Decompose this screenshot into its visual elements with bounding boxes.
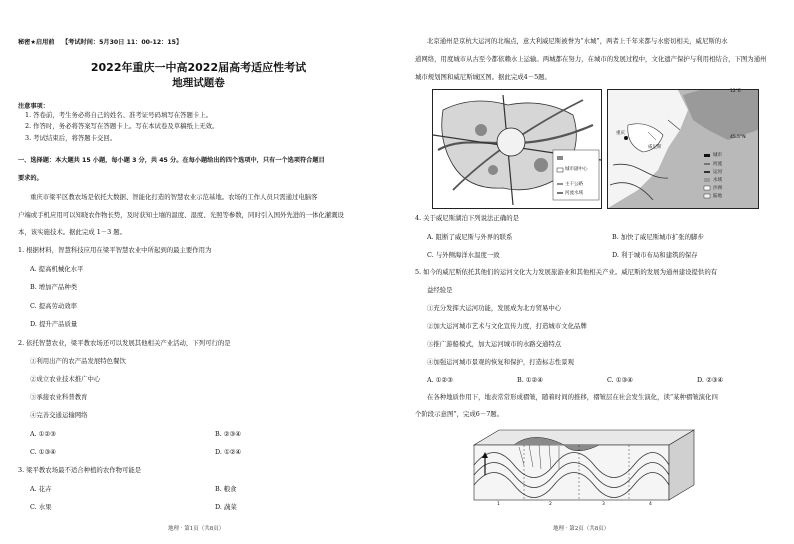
section1-instructions: 一、选择题：本大题共 15 小题，每小题 3 分，共 45 分。在每小题给出的四个选项中，只有一个选项符合题目 [18, 157, 325, 164]
q2-option-c: C. ①③④ [30, 448, 56, 456]
q2-item-1: ①利用出产的农产品发展特色餐饮 [30, 357, 126, 365]
q3-stem: 3. 梁平教农场最不适合种植的农作物可能是 [18, 466, 142, 474]
page-footer: 地理 · 第2页（共8页） [553, 526, 610, 532]
q5-item-1: ①充分发挥大运河功能，发展成为北方贸易中心 [427, 304, 562, 312]
q1-option-b: B. 增加产品种类 [30, 283, 78, 291]
passage-line: 户端或手机应用可以知晓农作物长势，及时获知土壤的温度、湿度、光照等参数，同时引入国外先进的一体化灌溉设 [18, 211, 344, 219]
q4-stem: 4. 关于威尼斯湖泊下列说法正确的是 [415, 214, 519, 222]
secret-label: 秘密★启用前 [18, 39, 55, 46]
q5-option-a: A. ①②③ [427, 376, 453, 384]
passage-line: 道网络，用度城市从古至今都依赖水上运输。两城都在努力，在城市的发展过程中，文化遗产保护与利用相结合，下图为通州 [415, 55, 767, 63]
q3-option-b: B. 粮食 [215, 485, 237, 493]
q2-stem: 2. 依托智慧农业，梁平教农场还可以发展其他相关产业活动，下列可行的是 [18, 339, 231, 347]
q1-stem: 1. 根据材料，智慧科技应用在梁平智慧农业中所起到的最主要作用为 [18, 246, 212, 254]
passage-line: 北京通州是京杭大运河的北端点，意大利威尼斯被誉为“水城”，两者上千年来都与水密切相关，威尼斯的水 [427, 37, 728, 45]
q3-option-d: D. 蔬菜 [215, 503, 237, 511]
q3-option-a: A. 花卉 [30, 485, 52, 493]
legend-main-road: 主干公路 [565, 182, 583, 187]
stage-label-4: 4 [649, 502, 652, 507]
note-1: 1. 答卷前，考生务必将自己的姓名、准考证号码填写在答题卡上。 [25, 111, 213, 119]
legend-river: 河流 [713, 162, 722, 167]
latitude-label: 45.5°N [730, 135, 746, 140]
q1-option-c: C. 提高劳动效率 [30, 302, 78, 310]
fold-evolution-diagram [469, 425, 699, 510]
legend-land: 陆地 [713, 194, 722, 199]
exam-page-2 [397, 0, 794, 544]
note-3: 3. 考试结束后，将答题卡交回。 [25, 134, 117, 142]
q4-option-a: A. 阻断了威尼斯与外界的联系 [427, 233, 513, 241]
exam-subtitle: 地理试题卷 [172, 77, 225, 89]
q2-item-4: ④完善交通运输网络 [30, 411, 88, 419]
passage-line: 在各种地质作用下，地表常常形成褶皱，随着时间的推移，褶皱层在社会发生演化，读“某种褶皱演化四 [427, 393, 718, 401]
city-label: 重庆 [616, 131, 625, 136]
q2-item-3: ③承接农业科普教育 [30, 393, 88, 401]
q3-option-c: C. 水果 [30, 503, 52, 511]
legend-river: 河流水域 [565, 191, 583, 196]
stage-label-1: 1 [497, 502, 500, 507]
q1-option-a: A. 提高机械化水平 [30, 265, 84, 273]
exam-title: 2022年重庆一中高2022届高考适应性考试 [90, 61, 307, 74]
q5-option-c: C. ①③④ [607, 376, 633, 384]
q2-option-b: B. ②③④ [215, 430, 241, 438]
stage-label-3: 3 [602, 502, 605, 507]
legend-water: 水域 [713, 178, 722, 183]
legend-city-subcenter: 城市副中心 [565, 167, 588, 172]
stage-label-2: 2 [549, 502, 552, 507]
legend-canal: 运河 [713, 170, 722, 175]
q5-stem-cont: 益经验是 [427, 286, 453, 294]
q4-option-c: C. 与外侧海洋水温度一致 [427, 251, 500, 259]
tongzhou-planning-map [432, 89, 602, 209]
legend-sandbar: 沙洲 [713, 186, 722, 191]
passage-line: 本，该实施技术。据此完成 1－3 题。 [18, 228, 127, 236]
q1-option-d: D. 提升产品质量 [30, 320, 78, 328]
fold-diagram-svg [469, 425, 699, 510]
venice-map-svg [608, 90, 758, 208]
q5-option-d: D. ②③④ [697, 376, 724, 384]
section1-instructions-cont: 要求的。 [18, 175, 43, 182]
q2-option-a: A. ①②③ [30, 430, 56, 438]
page-footer: 地理 · 第1页（共8页） [168, 526, 225, 532]
venice-map [607, 89, 759, 209]
q4-option-b: B. 加快了威尼斯城市扩张的脚步 [612, 233, 704, 241]
longitude-label: 12°E [730, 89, 741, 94]
q5-item-4: ④加强运河城市景观的恢复和保护，打造标志性景观 [427, 358, 574, 366]
q5-item-3: ③推广游船模式，加大运河城市的水路交通特点 [427, 340, 562, 348]
passage-line: 个阶段示意图”，完成6－7题。 [415, 410, 504, 418]
q5-item-2: ②加大运河城市艺术与文化宣传力度，打造城市文化品牌 [427, 322, 587, 330]
exam-time: 【考试时间：5月30日 11：00-12：15】 [62, 39, 183, 46]
passage-line: 城市规划图和威尼斯城区图。据此完成4－5题。 [415, 73, 551, 81]
q2-item-2: ②成立农业技术推广中心 [30, 375, 101, 383]
q2-option-d: D. ①②④ [215, 448, 242, 456]
q5-option-b: B. ①②④ [517, 376, 543, 384]
venice-city-label: 威尼斯 [648, 145, 662, 150]
note-2: 2. 作答时，务必将答案写在答题卡上。写在本试卷及草稿纸上无效。 [25, 122, 219, 130]
passage-line: 重庆市梁平区教农场是依托大数据、智能化打造的智慧农业示范基地。农场的工作人员只需通过电脑客 [30, 193, 318, 201]
notes-title: 注意事项： [18, 103, 49, 110]
legend-city: 城市 [713, 153, 722, 158]
q5-stem: 5. 如今的威尼斯依托其他们的运河文化大力发展旅游业和其他相关产业。威尼斯的发展为通州建设提供的有 [415, 268, 718, 276]
q4-option-d: D. 利于城市布局和建筑的保存 [612, 251, 698, 259]
